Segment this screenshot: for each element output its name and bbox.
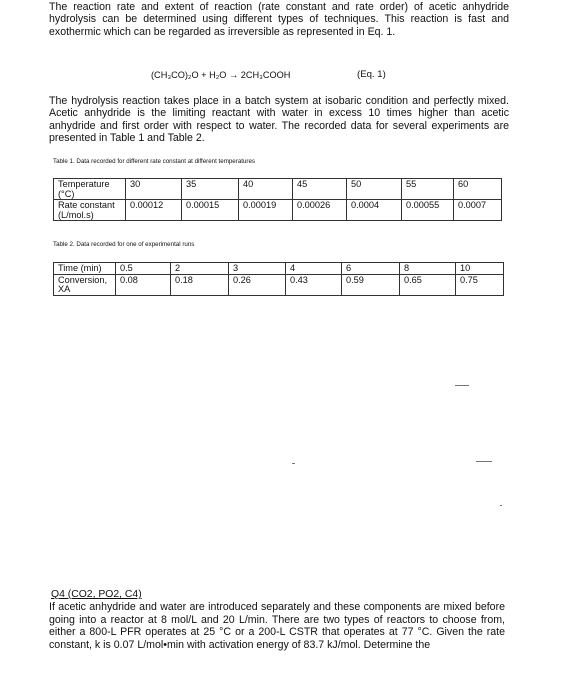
table-cell: 0.00015 <box>182 200 239 221</box>
table-cell: 0.00026 <box>293 200 347 221</box>
table-2-conversion <box>53 262 504 296</box>
intro-paragraph-1: The reaction rate and extent of reaction (rate constant and rate order) of acetic anhydride hydrolysis can be determined using different types of techniques. This reaction is fast and exothermic which can be regarded as irreversible as represented in Eq. 1. <box>49 1 509 38</box>
table-cell: 4 <box>286 263 342 275</box>
table-1-rate-constants <box>53 178 502 221</box>
question-heading: Q4 (CO2, PO2, C4) <box>51 589 142 600</box>
table-cell: 3 <box>229 263 286 275</box>
table-cell: 0.43 <box>286 274 342 295</box>
table-cell: 35 <box>182 179 239 200</box>
table-cell: 8 <box>400 263 456 275</box>
reaction-equation: (CH₃CO)₂O + H₂O → 2CH₃COOH <box>151 70 291 80</box>
equation-number: (Eq. 1) <box>357 69 386 80</box>
table-cell: 0.08 <box>116 274 171 295</box>
table-cell: 0.5 <box>116 263 171 275</box>
table-cell: 45 <box>293 179 347 200</box>
table-2-caption: Table 2. Data recorded for one of experimental runs <box>53 241 195 248</box>
table-cell: 30 <box>126 179 182 200</box>
scan-speck <box>500 505 502 506</box>
table-row <box>54 200 502 221</box>
table-cell: 6 <box>342 263 400 275</box>
table-cell: 0.0007 <box>454 200 502 221</box>
table-cell: Time (min) <box>54 263 116 275</box>
table-cell: Conversion, XA <box>54 274 116 295</box>
table-cell: 2 <box>171 263 229 275</box>
table-cell: 0.18 <box>171 274 229 295</box>
table-cell: 0.75 <box>456 274 504 295</box>
table-row <box>54 179 502 200</box>
table-cell: 40 <box>239 179 293 200</box>
table-1-caption: Table 1. Data recorded for different rate constant at different temperatures <box>53 158 256 165</box>
table-cell: 0.0004 <box>347 200 402 221</box>
table-cell: 0.00055 <box>402 200 454 221</box>
table-row <box>54 274 504 295</box>
table-cell: 0.26 <box>229 274 286 295</box>
table-cell: 0.00012 <box>126 200 182 221</box>
table-cell: 55 <box>402 179 454 200</box>
table-cell: 10 <box>456 263 504 275</box>
question-text: If acetic anhydride and water are introduced separately and these components are mixed before going into a reactor at 8 mol/L and 20 L/min. There are two types of reactors to choose from, either a 800-L PFR operates at 25 °C or a 200-L CSTR that operates at 77 °C. Given the rate constant, k is 0.07 L/mol•min with activation energy of 83.7 kJ/mol. Determine the <box>49 601 505 652</box>
table-cell: 0.65 <box>400 274 456 295</box>
table-cell: Rate constant (L/mol.s) <box>54 200 126 221</box>
table-cell: Temperature (°C) <box>54 179 126 200</box>
scan-speck <box>455 385 469 386</box>
table-cell: 50 <box>347 179 402 200</box>
table-cell: 0.59 <box>342 274 400 295</box>
intro-paragraph-2: The hydrolysis reaction takes place in a batch system at isobaric condition and perfectly mixed. Acetic anhydride is the limiting reactant with water in excess 10 times higher than acetic anhydride and first order with respect to water. The recorded data for several experiments are presented in Table 1 and Table 2. <box>49 95 509 145</box>
table-row <box>54 263 504 275</box>
scan-speck <box>292 463 295 464</box>
table-cell: 0.00019 <box>239 200 293 221</box>
table-cell: 60 <box>454 179 502 200</box>
scan-speck <box>476 461 492 462</box>
